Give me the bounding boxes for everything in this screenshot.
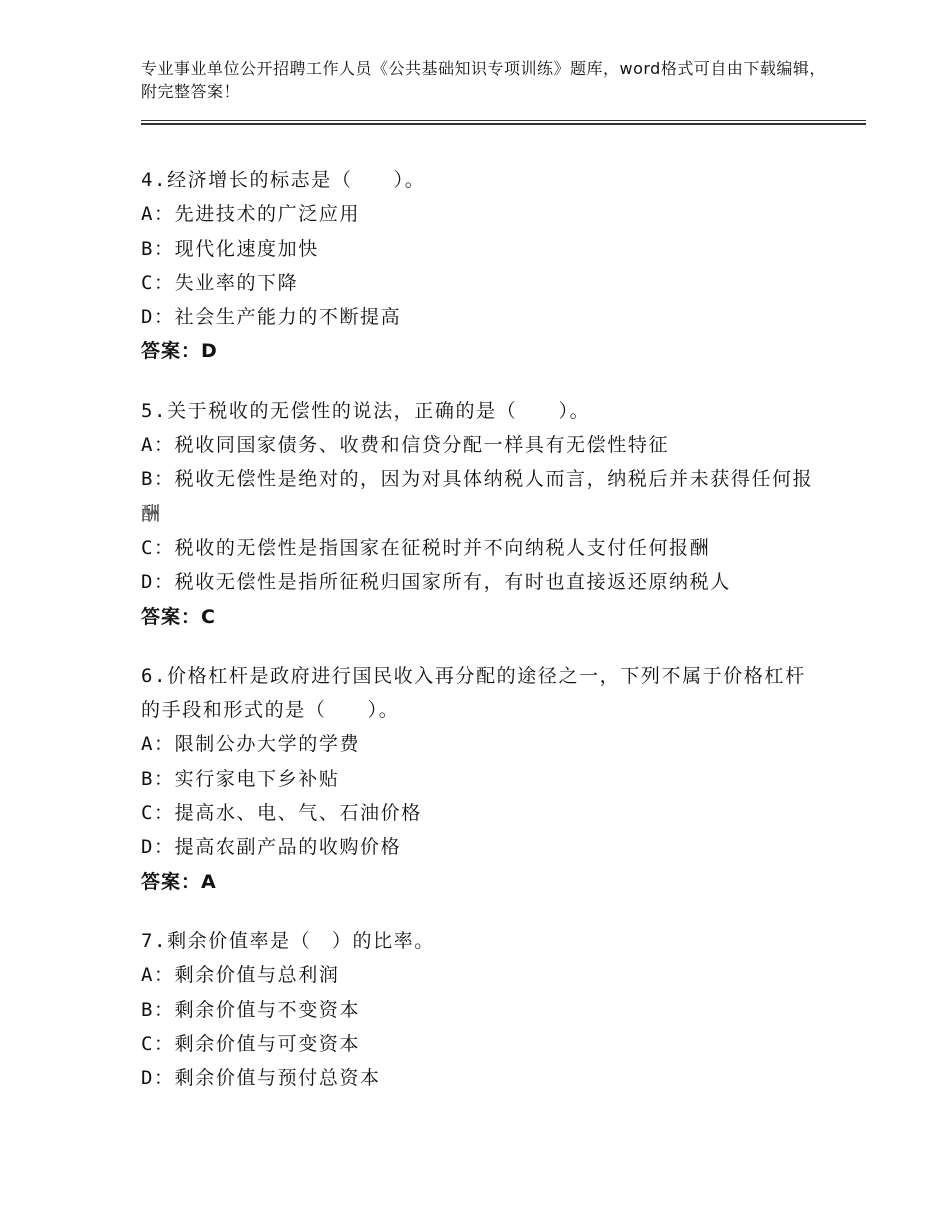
option-c: C：剩余价值与可变资本 — [141, 1032, 361, 1055]
question-5 — [141, 394, 821, 634]
option-a: A：先进技术的广泛应用 — [141, 203, 361, 226]
option-d: D：提高农副产品的收购价格 — [141, 836, 402, 859]
option-d: D：剩余价值与预付总资本 — [141, 1067, 381, 1090]
question-6 — [141, 659, 821, 899]
option-c: C：税收的无偿性是指国家在征税时并不向纳税人支付任何报酬 — [141, 536, 711, 559]
option-d: D：税收无偿性是指所征税归国家所有，有时也直接返还原纳税人 — [141, 571, 731, 594]
question-7 — [141, 924, 821, 1095]
option-a: A：税收同国家债务、收费和信贷分配一样具有无偿性特征 — [141, 434, 670, 457]
question-stem: 5.关于税收的无偿性的说法，正确的是（ ）。 — [141, 399, 591, 422]
option-b: B：现代化速度加快 — [141, 237, 319, 260]
header-divider-thick — [141, 123, 866, 125]
option-c: C：提高水、电、气、石油价格 — [141, 802, 422, 825]
option-a: A：限制公办大学的学费 — [141, 733, 361, 756]
option-d: D：社会生产能力的不断提高 — [141, 306, 402, 329]
document-header: 专业事业单位公开招聘工作人员《公共基础知识专项训练》题库，word格式可自由下载编辑，附完整答案！ — [141, 59, 826, 101]
question-stem: 7.剩余价值率是（ ）的比率。 — [141, 929, 435, 952]
option-b: B：税收无偿性是绝对的，因为对具体纳税人而言，纳税后并未获得任何报酬 — [141, 468, 814, 525]
header-divider-thin — [141, 120, 866, 121]
question-stem: 4.经济增长的标志是（ ）。 — [141, 169, 426, 191]
answer-line: 答案：D — [141, 340, 218, 363]
answer-line: 答案：C — [141, 605, 216, 628]
option-b: B：剩余价值与不变资本 — [141, 998, 361, 1021]
question-4 — [141, 163, 821, 369]
option-a: A：剩余价值与总利润 — [141, 964, 340, 987]
option-b: B：实行家电下乡补贴 — [141, 767, 340, 790]
answer-line: 答案：A — [141, 870, 217, 893]
option-c: C：失业率的下降 — [141, 271, 299, 294]
question-list — [141, 163, 821, 1120]
question-stem: 6.价格杠杆是政府进行国民收入再分配的途径之一，下列不属于价格杠杆的手段和形式的是（ ）。 — [141, 664, 806, 722]
